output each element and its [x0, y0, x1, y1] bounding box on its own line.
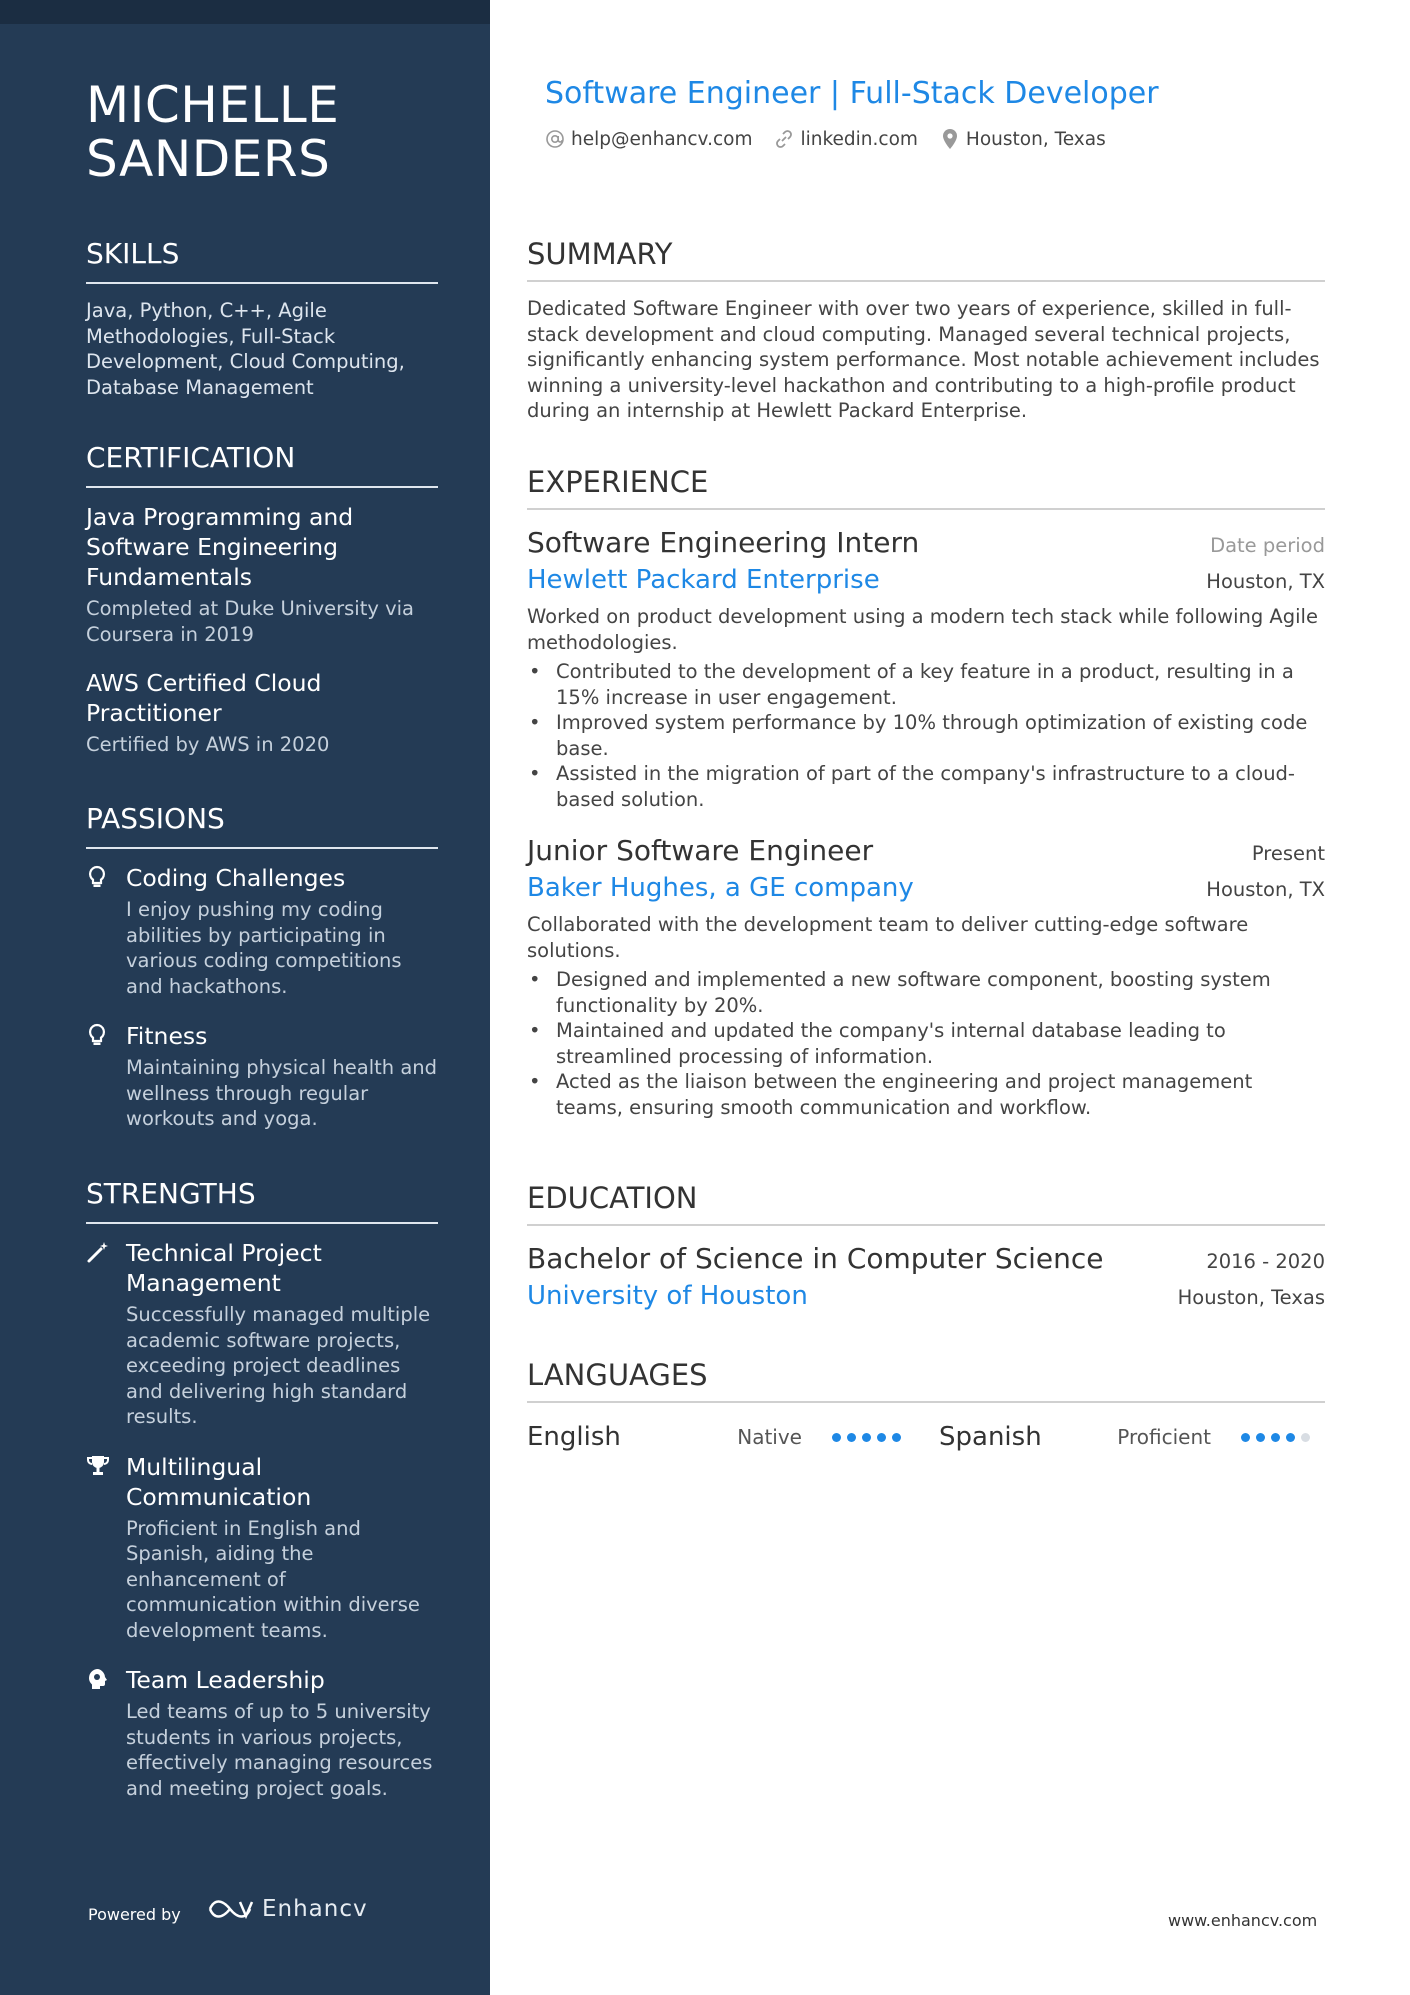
rating-dot	[862, 1433, 871, 1442]
rating-dot	[1271, 1433, 1280, 1442]
job-bullet: • Designed and implemented a new software component, boosting system functionality by 20%.	[527, 967, 1325, 1018]
company-name: Baker Hughes, a GE company	[527, 873, 914, 903]
certification-item	[86, 502, 438, 648]
certification-item	[86, 668, 438, 758]
skills-text: Java, Python, C++, Agile Methodologies, Full-Stack Development, Cloud Computing, Database Management	[86, 299, 405, 399]
passion-item	[86, 863, 438, 999]
summary-heading: SUMMARY	[527, 236, 1325, 282]
job-bullet: • Acted as the liaison between the engineering and project management teams, ensuring smooth communication and workflow.	[527, 1069, 1325, 1120]
language-name: English	[527, 1422, 621, 1452]
passions-heading: PASSIONS	[86, 801, 438, 849]
experience-heading: EXPERIENCE	[527, 464, 1325, 510]
job-bullets	[527, 659, 1325, 812]
headline: Software Engineer | Full-Stack Developer	[545, 76, 1159, 111]
summary-text: Dedicated Software Engineer with over two years of experience, skilled in full-stack development and cloud computing. Managed several technical projects, significantly enhancing system performance. Most notable achievement includes winning a university-level hackathon and contributing to a high-profile product during an internship at Hewlett Packard Enterprise.	[527, 297, 1320, 422]
rating-dot	[1301, 1433, 1310, 1442]
certification-section	[86, 440, 438, 778]
contact-email[interactable]	[545, 128, 752, 150]
lightbulb-icon	[86, 1023, 110, 1049]
passions-section	[86, 801, 438, 1154]
job-bullets	[527, 967, 1325, 1120]
rating-dot	[832, 1433, 841, 1442]
contact-location	[940, 128, 1106, 150]
rating-dot	[1241, 1433, 1250, 1442]
school-name: University of Houston	[527, 1281, 808, 1311]
sidebar	[0, 0, 490, 1995]
passion-title: Fitness	[126, 1022, 208, 1050]
certification-title: AWS Certified Cloud Practitioner	[86, 669, 322, 727]
education-section	[527, 1180, 1325, 1314]
passion-item	[86, 1021, 438, 1132]
at-icon	[545, 129, 565, 149]
powered-by-label: Powered by	[88, 1905, 181, 1924]
rating-dot	[1286, 1433, 1295, 1442]
language-rating	[832, 1433, 901, 1442]
strength-item	[86, 1665, 438, 1801]
magic-wand-icon	[86, 1240, 110, 1266]
degree-title: Bachelor of Science in Computer Science	[527, 1242, 1104, 1275]
enhancv-logo[interactable]	[206, 1896, 368, 1922]
job-title: Software Engineering Intern	[527, 526, 920, 559]
strength-description: Successfully managed multiple academic software projects, exceeding project deadlines and delivering high standard results.	[126, 1303, 431, 1428]
language-item	[939, 1422, 1325, 1452]
certification-description: Certified by AWS in 2020	[86, 733, 330, 756]
job-date: Present	[1251, 842, 1325, 865]
strengths-section	[86, 1176, 438, 1823]
job-location: Houston, TX	[1206, 570, 1325, 593]
job-location: Houston, TX	[1206, 878, 1325, 901]
rating-dot	[892, 1433, 901, 1442]
strength-item	[86, 1452, 438, 1644]
certification-heading: CERTIFICATION	[86, 440, 438, 488]
skills-section	[86, 236, 438, 400]
job-description: Collaborated with the development team to deliver cutting-edge software solutions.	[527, 913, 1249, 962]
email-text: help@enhancv.com	[571, 128, 753, 150]
company-name: Hewlett Packard Enterprise	[527, 565, 880, 595]
education-heading: EDUCATION	[527, 1180, 1325, 1226]
job-title: Junior Software Engineer	[527, 834, 874, 867]
strength-description: Led teams of up to 5 university students in various projects, effectively managing resources and meeting project goals.	[126, 1700, 433, 1800]
job-bullet: • Maintained and updated the company's internal database leading to streamlined processing of information.	[527, 1018, 1325, 1069]
lightbulb-icon	[86, 865, 110, 891]
experience-section	[527, 464, 1325, 1140]
location-text: Houston, Texas	[965, 128, 1106, 150]
passion-description: I enjoy pushing my coding abilities by participating in various coding competitions and hackathons.	[126, 898, 402, 998]
passion-description: Maintaining physical health and wellness through regular workouts and yoga.	[126, 1056, 438, 1130]
enhancv-brand-name: Enhancv	[262, 1896, 368, 1922]
summary-section	[527, 236, 1325, 424]
enhancv-logo-icon	[206, 1896, 254, 1922]
job-bullet: • Contributed to the development of a key feature in a product, resulting in a 15% increase in user engagement.	[527, 659, 1325, 710]
contact-row	[545, 128, 1128, 150]
strength-title: Team Leadership	[126, 1666, 325, 1694]
language-rating	[1241, 1433, 1310, 1442]
rating-dot	[1256, 1433, 1265, 1442]
languages-section	[527, 1357, 1325, 1457]
passion-title: Coding Challenges	[126, 864, 346, 892]
job-description: Worked on product development using a modern tech stack while following Agile methodologies.	[527, 605, 1318, 654]
strength-item	[86, 1238, 438, 1430]
certification-description: Completed at Duke University via Coursera in 2019	[86, 597, 414, 646]
strength-description: Proficient in English and Spanish, aiding the enhancement of communication within diverse development teams.	[126, 1516, 420, 1642]
linkedin-text: linkedin.com	[800, 128, 918, 150]
language-item	[527, 1422, 901, 1452]
education-dates: 2016 - 2020	[1206, 1250, 1325, 1273]
job-bullet: • Assisted in the migration of part of the company's infrastructure to a cloud-based solution.	[527, 761, 1325, 812]
language-name: Spanish	[939, 1422, 1042, 1452]
experience-entry	[527, 832, 1325, 1120]
rating-dot	[847, 1433, 856, 1442]
strength-title: Multilingual Communication	[126, 1452, 312, 1511]
strengths-heading: STRENGTHS	[86, 1176, 438, 1224]
head-brain-icon	[86, 1667, 110, 1693]
languages-heading: LANGUAGES	[527, 1357, 1325, 1403]
languages-row	[527, 1417, 1325, 1457]
experience-entry	[527, 524, 1325, 812]
language-level: Proficient	[1117, 1425, 1211, 1449]
certification-title: Java Programming and Software Engineering Fundamentals	[86, 503, 354, 591]
language-level: Native	[737, 1425, 802, 1449]
trophy-icon	[86, 1454, 110, 1480]
link-icon	[774, 129, 794, 149]
rating-dot	[877, 1433, 886, 1442]
strength-title: Technical Project Management	[126, 1239, 322, 1297]
education-location: Houston, Texas	[1177, 1286, 1325, 1309]
job-bullet: • Improved system performance by 10% through optimization of existing code base.	[527, 710, 1325, 761]
contact-linkedin[interactable]	[774, 128, 917, 150]
map-pin-icon	[940, 128, 960, 150]
job-date: Date period	[1210, 534, 1325, 557]
footer-url[interactable]: www.enhancv.com	[1168, 1911, 1318, 1930]
candidate-name: MICHELLE SANDERS	[86, 76, 340, 188]
skills-heading: SKILLS	[86, 236, 438, 284]
sidebar-top-bar	[0, 0, 490, 24]
